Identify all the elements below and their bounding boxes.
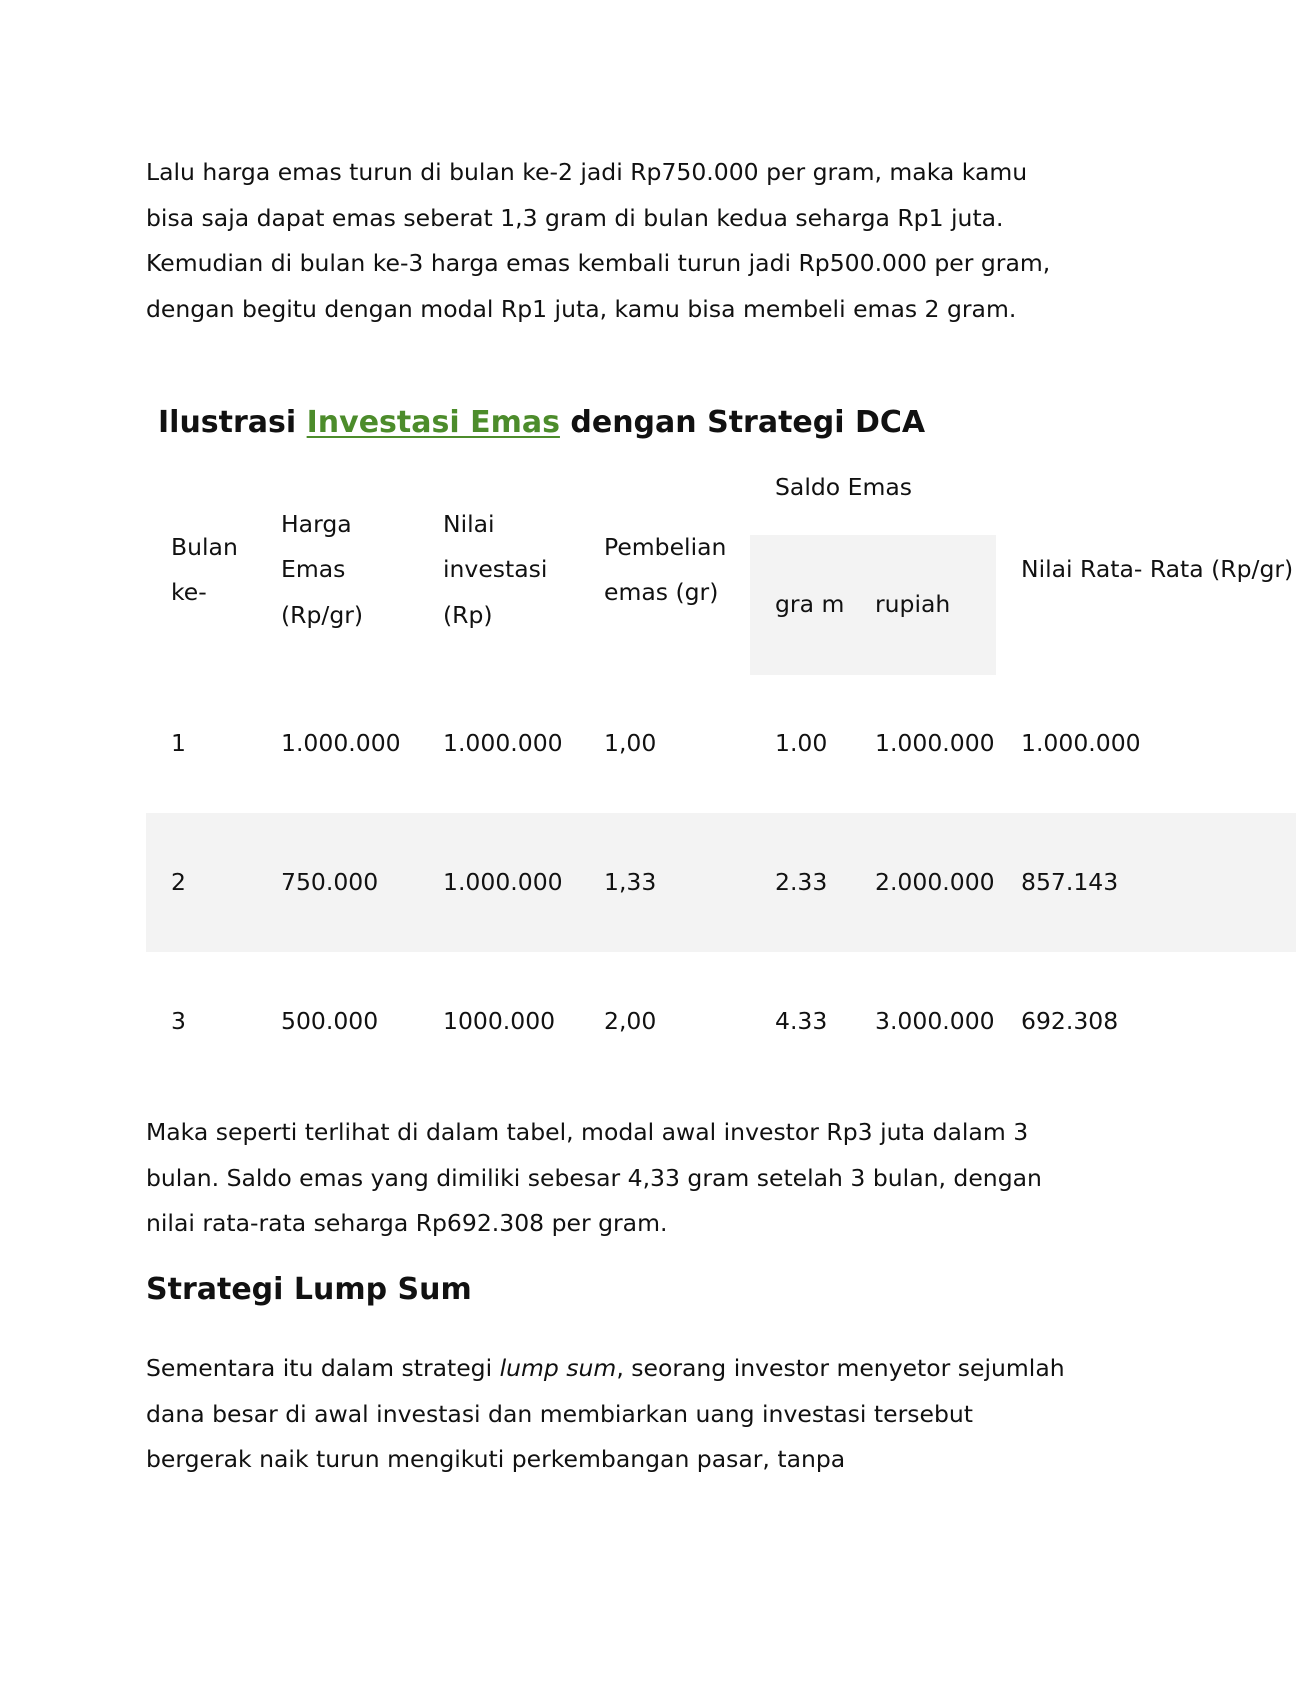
cell-harga: 750.000 [281,867,379,896]
lump-sum-text-after: , seorang investor menyetor sejumlah dana besar di awal investasi dan membiarkan uang investasi tersebut bergerak naik turun mengikuti perkembangan pasar, tanpa [146,1354,1065,1473]
cell-nilai: 1.000.000 [443,729,563,758]
cell-rupiah: 1.000.000 [875,729,995,758]
cell-gram: 4.33 [775,1006,828,1035]
cell-bulan: 3 [171,1006,186,1035]
heading-suffix: dengan Strategi DCA [559,405,926,440]
cell-harga: 500.000 [281,1006,379,1035]
table-row [146,675,1296,813]
cell-rupiah: 3.000.000 [875,1006,995,1035]
cell-pembelian: 1,00 [604,729,657,758]
cell-pembelian: 1,33 [604,867,657,896]
cell-rata: 1.000.000 [1021,729,1141,758]
section-heading-dca [158,405,925,440]
table-header-row [146,465,1296,535]
table-row [146,952,1296,1091]
cell-rupiah: 2.000.000 [875,867,995,896]
lump-sum-term: lump sum [499,1354,617,1382]
cell-rata: 857.143 [1021,867,1119,896]
header-saldo-rupiah: rupiah [850,535,996,675]
header-nilai-investasi: Nilai investasi (Rp) [443,509,548,629]
heading-prefix: Ilustrasi [158,405,307,440]
header-saldo-gram: gra m [750,535,850,675]
dca-table [146,465,1296,1091]
header-harga: Harga Emas (Rp/gr) [281,509,364,629]
table-row [146,813,1296,952]
cell-bulan: 1 [171,729,186,758]
header-pembelian: Pembelian emas (gr) [604,532,727,606]
cell-pembelian: 2,00 [604,1006,657,1035]
intro-paragraph: Lalu harga emas turun di bulan ke-2 jadi Rp750.000 per gram, maka kamu bisa saja dapat emas seberat 1,3 gram di bulan kedua seharga Rp1 juta. Kemudian di bulan ke-3 harga emas kembali turun jadi Rp500.000 per gram, dengan begitu dengan modal Rp1 juta, kamu bisa membeli emas 2 gram. [146,158,1051,323]
header-saldo-emas: Saldo Emas [775,473,912,501]
cell-harga: 1.000.000 [281,729,401,758]
cell-gram: 2.33 [775,867,828,896]
investasi-emas-link[interactable]: Investasi Emas [306,405,560,440]
cell-rata: 692.308 [1021,1006,1119,1035]
cell-gram: 1.00 [775,729,828,758]
lump-sum-text-before: Sementara itu dalam strategi [146,1354,500,1382]
header-nilai-rata: Nilai Rata- Rata (Rp/gr) [1021,555,1294,584]
cell-nilai: 1.000.000 [443,867,563,896]
cell-bulan: 2 [171,867,186,896]
lump-sum-paragraph [146,1346,1076,1483]
header-bulan: Bulan ke- [171,532,238,606]
cell-nilai: 1000.000 [443,1006,556,1035]
section-heading-lump-sum: Strategi Lump Sum [146,1272,472,1307]
summary-paragraph: Maka seperti terlihat di dalam tabel, modal awal investor Rp3 juta dalam 3 bulan. Saldo emas yang dimiliki sebesar 4,33 gram setelah 3 bulan, dengan nilai rata-rata seharga Rp692.308 per gram. [146,1118,1042,1237]
